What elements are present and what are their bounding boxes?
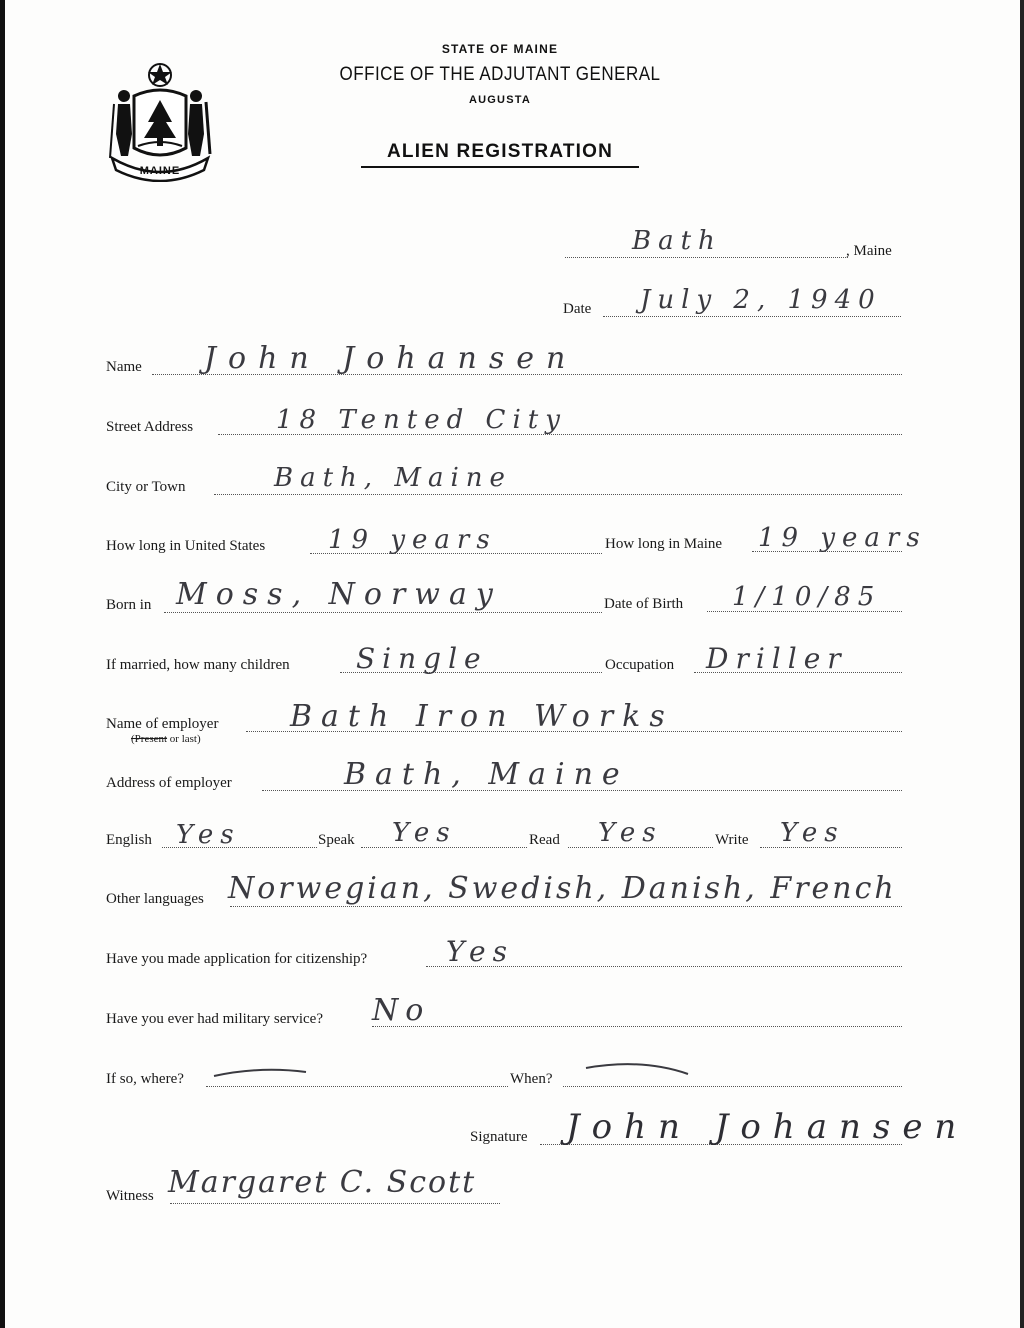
- born-in-value: Moss, Norway: [176, 577, 502, 612]
- if-so-where-line: [206, 1086, 508, 1087]
- born-in-line: [164, 612, 602, 613]
- header-city: AUGUSTA: [469, 94, 531, 106]
- read-value: Yes: [598, 818, 663, 848]
- place-line: [565, 257, 848, 258]
- employer-note: [131, 733, 201, 745]
- military-service-label: Have you ever had military service?: [106, 1011, 323, 1027]
- citizenship-value: Yes: [446, 935, 514, 968]
- title-underline: [361, 166, 639, 168]
- occupation-label: Occupation: [605, 657, 675, 673]
- maine-label: , Maine: [846, 243, 892, 259]
- name-label: Name: [106, 359, 142, 375]
- place-value: Bath: [632, 226, 722, 256]
- city-town-line: [214, 494, 902, 495]
- street-address-value: 18 Tented City: [276, 405, 567, 435]
- date-line: [603, 316, 901, 317]
- other-languages-label: Other languages: [106, 891, 204, 907]
- read-label: Read: [529, 832, 560, 848]
- if-so-where-label: If so, where?: [106, 1071, 184, 1087]
- english-value: Yes: [176, 820, 241, 850]
- employer-label: Name of employer: [106, 716, 219, 732]
- date-of-birth-value: 1/10/85: [732, 582, 882, 612]
- how-long-us-label: How long in United States: [106, 538, 266, 554]
- seal-motto-text: MAINE: [139, 165, 181, 177]
- speak-label: Speak: [318, 832, 355, 848]
- date-value: July 2, 1940: [640, 285, 882, 315]
- when-pen-stroke: [582, 1058, 692, 1082]
- other-languages-line: [230, 906, 902, 907]
- street-address-label: Street Address: [106, 419, 194, 435]
- header-state: STATE OF MAINE: [441, 42, 559, 56]
- how-long-us-value: 19 years: [328, 525, 497, 555]
- married-children-label: If married, how many children: [106, 657, 290, 673]
- military-service-value: No: [372, 993, 431, 1028]
- employer-note-struck: (Present: [131, 733, 168, 745]
- how-long-maine-label: How long in Maine: [605, 536, 723, 552]
- born-in-label: Born in: [106, 597, 152, 613]
- witness-value: Margaret C. Scott: [168, 1165, 477, 1200]
- employer-address-value: Bath, Maine: [344, 757, 629, 792]
- speak-value: Yes: [392, 818, 457, 848]
- city-town-value: Bath, Maine: [274, 463, 512, 493]
- witness-line: [170, 1203, 500, 1204]
- occupation-value: Driller: [706, 642, 848, 675]
- employer-value: Bath Iron Works: [290, 699, 674, 734]
- witness-label: Witness: [106, 1188, 154, 1204]
- english-label: English: [106, 832, 152, 848]
- write-value: Yes: [780, 818, 845, 848]
- write-label: Write: [715, 832, 749, 848]
- header-office: OFFICE OF THE ADJUTANT GENERAL: [339, 62, 661, 85]
- citizenship-label: Have you made application for citizenship?: [106, 951, 368, 967]
- how-long-maine-value: 19 years: [758, 523, 927, 553]
- signature-label: Signature: [470, 1129, 528, 1145]
- employer-address-label: Address of employer: [106, 775, 232, 791]
- married-children-value: Single: [356, 642, 488, 675]
- date-of-birth-label: Date of Birth: [604, 596, 684, 612]
- where-pen-stroke: [210, 1062, 310, 1082]
- city-town-label: City or Town: [106, 479, 186, 495]
- name-value: John Johansen: [204, 341, 578, 376]
- other-languages-value: Norwegian, Swedish, Danish, French: [228, 871, 897, 906]
- when-line: [563, 1086, 902, 1087]
- military-service-line: [372, 1026, 902, 1027]
- page-title: ALIEN REGISTRATION: [386, 141, 614, 162]
- when-label: When?: [510, 1071, 553, 1087]
- signature-value: John Johansen: [566, 1107, 969, 1147]
- date-label: Date: [563, 301, 592, 317]
- employer-note-rest: or last): [167, 733, 201, 745]
